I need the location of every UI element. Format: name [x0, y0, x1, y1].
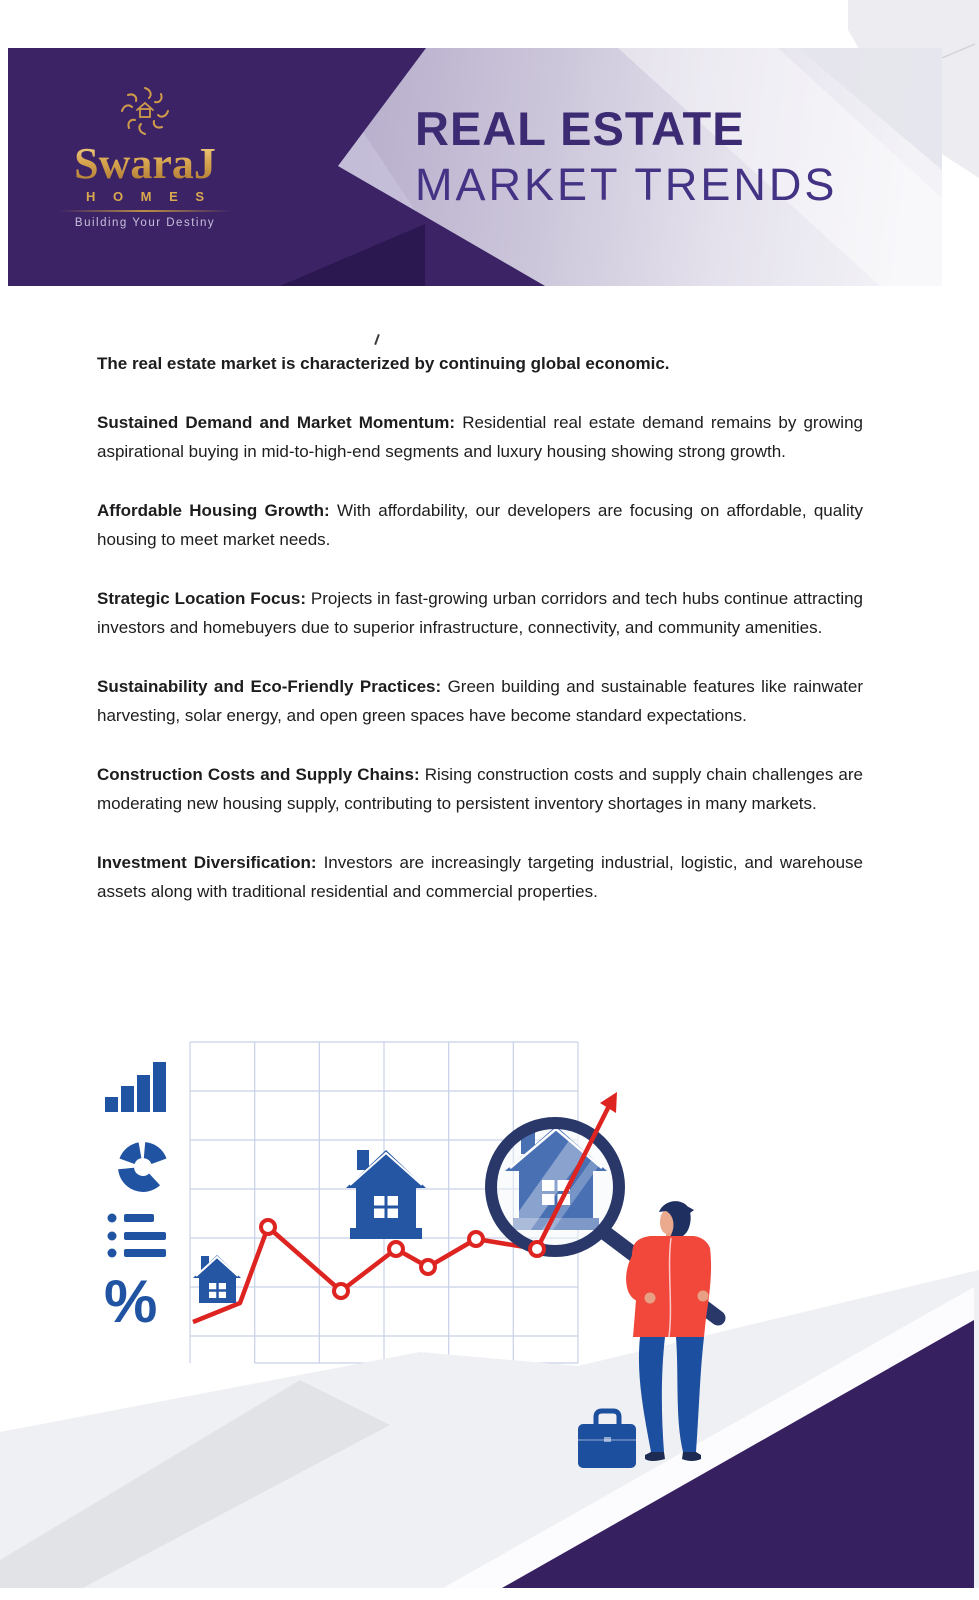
body-paragraph: [97, 760, 863, 818]
paragraph-label: Strategic Location Focus:: [97, 589, 307, 608]
small-house-icon: [193, 1255, 241, 1303]
list-icon: [108, 1214, 167, 1258]
person-hand-left: [645, 1293, 656, 1304]
paragraph-label: Sustainability and Eco-Friendly Practices:: [97, 677, 442, 696]
donut-chart-icon: [126, 1150, 159, 1184]
market-illustration: [0, 1000, 979, 1600]
brand-logo: [50, 82, 240, 229]
emblem-house-icon: [137, 103, 153, 117]
body-paragraph: [97, 496, 863, 554]
person-hand-right: [698, 1291, 709, 1302]
bottom-margin: [0, 1588, 979, 1600]
paragraph-text: Projects in fast-growing urban corridors and tech hubs continue attracting investors and homebuyers due to superior infrastructure, connectivity, and community amenities.: [97, 589, 864, 637]
paragraph-label: Affordable Housing Growth:: [97, 501, 330, 520]
brand-subname: H O M E S: [85, 189, 212, 204]
logo-emblem-icon: [116, 82, 174, 140]
paragraph-text: Residential real estate demand remains by growing aspirational buying in mid-to-high-end segments and luxury housing showing strong growth.: [97, 413, 863, 461]
intro-paragraph: The real estate market is characterized by continuing global economic.: [97, 354, 670, 373]
brand-tagline: Building Your Destiny: [74, 217, 216, 229]
gold-divider: [58, 210, 232, 212]
brand-name: SwaraJ: [50, 142, 240, 186]
trend-line: [193, 1227, 537, 1322]
medium-house-icon: [346, 1150, 426, 1239]
emblem-wreath: [122, 88, 168, 134]
bar-chart-icon: [105, 1062, 166, 1112]
body-paragraph: [97, 408, 863, 466]
paragraph-text: Green building and sustainable features like rainwater harvesting, solar energy, and open green spaces have become standard expectations.: [97, 677, 864, 725]
body-copy: [97, 349, 863, 936]
paragraph-text: Rising construction costs and supply chain challenges are moderating new housing supply, contributing to persistent inventory shortages in many markets.: [97, 765, 863, 813]
paragraph-text: With affordability, our developers are focusing on affordable, quality housing to meet market needs.: [97, 501, 863, 549]
body-paragraph: [97, 672, 863, 730]
title-line-1: REAL ESTATE: [415, 102, 745, 155]
paragraph-label: Sustained Demand and Market Momentum:: [97, 413, 456, 432]
person-shoe-right: [682, 1452, 701, 1461]
paragraph-label: Construction Costs and Supply Chains:: [97, 765, 420, 784]
paragraph-text: Investors are increasingly targeting industrial, logistic, and warehouse assets along with traditional residential and commercial properties.: [97, 853, 863, 901]
page-title: [415, 104, 837, 209]
body-paragraph: [97, 584, 863, 642]
section-list: [97, 408, 863, 906]
header-banner: [8, 48, 942, 286]
body-paragraph: [97, 848, 863, 906]
stray-mark: [374, 334, 380, 345]
percent-icon: %: [104, 1268, 158, 1335]
paragraph-label: Investment Diversification:: [97, 853, 317, 872]
title-line-2: MARKET TRENDS: [415, 159, 838, 210]
